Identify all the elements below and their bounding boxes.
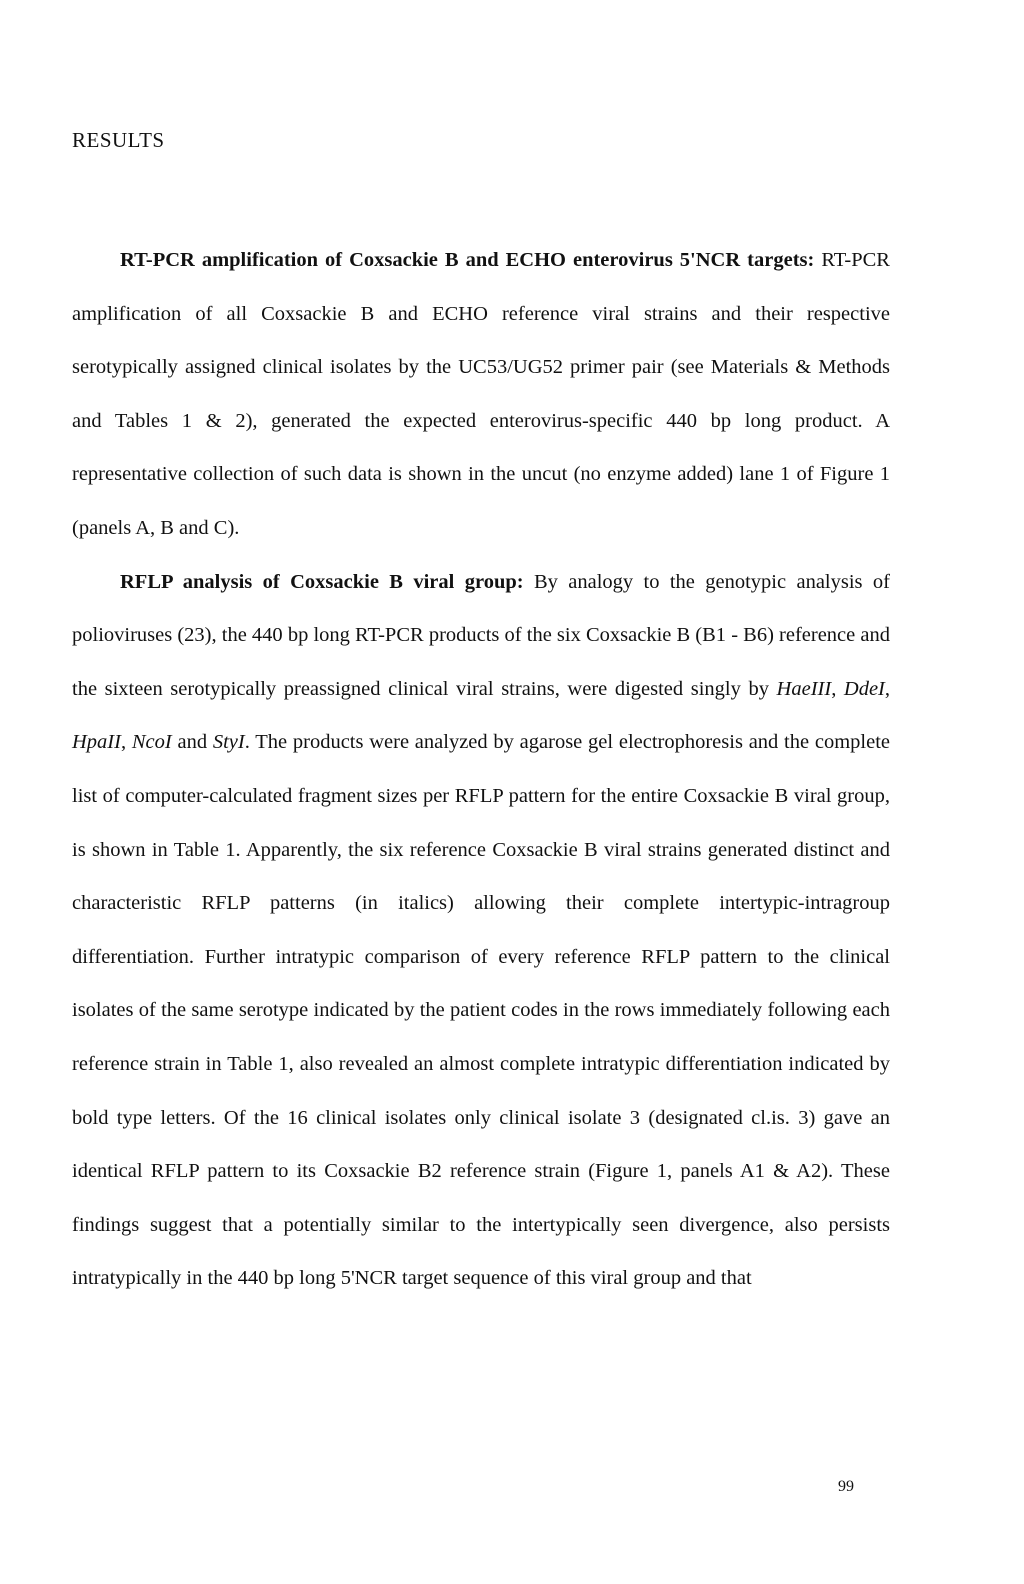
paragraph-heading-rt-pcr: RT-PCR amplification of Coxsackie B and ECHO enterovirus 5'NCR targets: bbox=[120, 249, 815, 271]
page-number: 99 bbox=[838, 1478, 854, 1495]
enzyme-name: HaeIII bbox=[776, 677, 832, 700]
section-heading: RESULTS bbox=[72, 128, 165, 152]
paragraph-rflp bbox=[72, 556, 890, 1306]
separator: , bbox=[120, 731, 132, 754]
paragraph-heading-rflp: RFLP analysis of Coxsackie B viral group: bbox=[120, 570, 524, 593]
body-text bbox=[72, 234, 890, 1306]
paragraph-text-rt-pcr: RT-PCR amplification of all Coxsackie B and ECHO reference viral strains and their respective serotypically assigned clinical isolates by the UC53/UG52 primer pair (see Materials & Methods and Tables 1 & 2), generated the expected enterovirus-specific 440 bp long product. A representative collection of such data is shown in the uncut (no enzyme added) lane 1 of Figure 1 (panels A, B and C). bbox=[72, 249, 890, 539]
enzyme-name: DdeI bbox=[843, 677, 885, 700]
paragraph-text-rflp-a: By analogy to the genotypic analysis of polioviruses (23), the 440 bp long RT-PCR products of the six Coxsackie B (B1 - B6) reference and the sixteen serotypically preassigned clinical viral strains, were digested singly by bbox=[72, 570, 890, 700]
paragraph-text-rflp-b: . The products were analyzed by agarose gel electrophoresis and the complete list of computer-calculated fragment sizes per RFLP pattern for the entire Coxsackie B viral group, is shown in Table 1. Apparently, the six reference Coxsackie B viral strains generated distinct and characteristic RFLP patterns (in italics) allowing their complete intertypic-intragroup differentiation. Further intratypic comparison of every reference RFLP pattern to the clinical isolates of the same serotype indicated by the patient codes in the rows immediately following each reference strain in Table 1, also revealed an almost complete intratypic differentiation indicated by bold type letters. Of the 16 clinical isolates only clinical isolate 3 (designated cl.is. 3) gave an identical RFLP pattern to its Coxsackie B2 reference strain (Figure 1, panels A1 & A2). These findings suggest that a potentially similar to the intertypically seen divergence, also persists intratypically in the 440 bp long 5'NCR target sequence of this viral group and that bbox=[72, 731, 890, 1290]
paragraph-rt-pcr bbox=[72, 234, 890, 556]
enzyme-name: NcoI bbox=[131, 731, 172, 754]
separator: , bbox=[831, 677, 844, 700]
enzyme-name: HpaII bbox=[72, 731, 121, 754]
enzyme-name: StyI bbox=[212, 731, 245, 754]
separator: and bbox=[171, 731, 213, 754]
separator: , bbox=[884, 677, 891, 700]
